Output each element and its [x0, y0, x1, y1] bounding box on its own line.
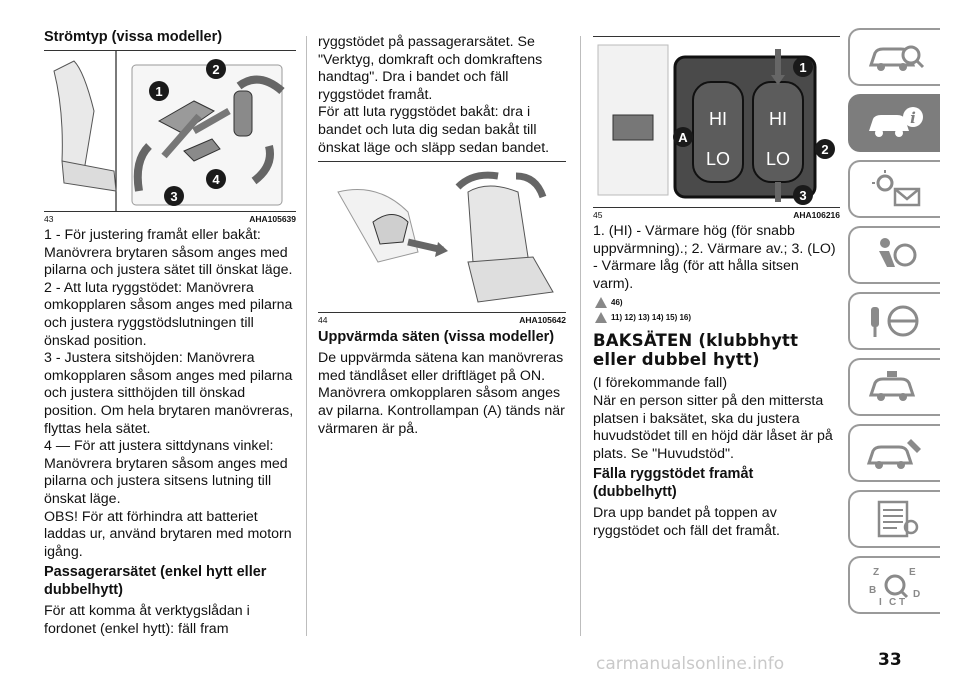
figure-45 — [593, 37, 840, 207]
figure-44 — [318, 162, 566, 312]
warning-reference — [595, 297, 840, 308]
paragraph: 3 - Justera sitshöjden: Manövrera omkopplaren såsom anges med pilarna och justera sitthöjden till önskad position. Om hela brytaren manövreras, flyttas hela sätet. — [44, 350, 294, 437]
chapter-tabs — [848, 28, 940, 622]
column-divider — [306, 36, 307, 636]
car-magnifier-icon — [865, 37, 925, 77]
warning-ref-text: 46) — [611, 298, 623, 308]
figure-number: 45 — [593, 210, 603, 220]
tab-warning-lights[interactable] — [848, 160, 940, 218]
tab-index[interactable] — [848, 556, 940, 614]
callout-4: 4 — [212, 172, 220, 187]
paragraph: 1 - För justering framåt eller bakåt: Manövrera brytaren såsom anges med pilarna och justera sätet till önskat läge. — [44, 227, 293, 279]
column-3 — [593, 36, 840, 541]
tab-knowing-the-car[interactable] — [848, 94, 940, 152]
car-emergency-icon — [865, 367, 925, 407]
paragraph: ryggstödet på passagerarsätet. Se "Verktyg, domkraft och domkraftens handtag". Dra i bandet och fäll ryggstödet framåt. — [318, 34, 543, 103]
paragraph: Dra upp bandet på toppen av ryggstödet och fäll det framåt. — [593, 505, 780, 539]
specifications-list-icon — [865, 499, 925, 539]
hi-label-right: HI — [769, 109, 787, 129]
column-1 — [44, 28, 296, 638]
figure-number: 44 — [318, 315, 328, 326]
tab-starting-driving[interactable] — [848, 292, 940, 350]
column-2 — [318, 34, 566, 438]
figure-code: AHA105639 — [249, 214, 296, 224]
figure-43 — [44, 51, 296, 211]
watermark-text: carmanualsonline.info — [596, 654, 785, 674]
paragraph: För att komma åt verktygslådan i fordonet (enkel hytt): fäll fram — [44, 603, 250, 637]
paragraph: För att luta ryggstödet bakåt: dra i bandet och luta dig sedan bakåt till önskat läge och släpp sedan bandet. — [318, 104, 550, 156]
lo-label-right: LO — [765, 149, 791, 169]
airbag-person-icon — [865, 235, 925, 275]
figure-code: AHA106216 — [793, 210, 840, 220]
car-info-icon — [865, 103, 925, 143]
section-heading-power-seat: Strömtyp (vissa modeller) — [44, 29, 223, 45]
caution-triangle-icon — [595, 312, 607, 323]
figure-caption — [593, 210, 840, 221]
car-wrench-icon — [865, 433, 925, 473]
figure-number: 43 — [44, 214, 54, 224]
caution-reference — [595, 312, 840, 323]
section-heading-fold-seatback: Fälla ryggstödet framåt (dubbelhytt) — [593, 466, 754, 501]
svg-text:i: i — [910, 109, 916, 127]
svg-text:T: T — [899, 597, 906, 607]
heated-seat-switch-illustration — [593, 37, 840, 207]
alphabetical-index-icon — [865, 563, 925, 607]
callout-3: 3 — [799, 188, 807, 203]
svg-text:I: I — [879, 597, 882, 607]
figure-caption — [318, 315, 566, 326]
section-heading-heated-seats: Uppvärmda säten (vissa modeller) — [318, 329, 555, 346]
column-divider — [580, 36, 581, 636]
paragraph: 2 - Att luta ryggstödet: Manövrera omkopplaren såsom anges med pilarna och justera ryggstödslutningen till önskad position. — [44, 279, 293, 349]
tab-maintenance[interactable] — [848, 424, 940, 482]
paragraph: 1. (HI) - Värmare hög (för snabb uppvärmning).; 2. Värmare av.; 3. (LO) - Värmare låg (för att hålla sitsen varm). — [593, 223, 836, 292]
warning-triangle-icon — [595, 297, 607, 308]
lo-label-left: LO — [705, 149, 731, 169]
svg-text:Z: Z — [873, 567, 880, 578]
callout-A: A — [678, 130, 688, 145]
svg-text:B: B — [869, 585, 877, 596]
paragraph: 4 — För att justera sittdynans vinkel: Manövrera brytaren såsom anges med pilarna och justera sitsens lutning till önskat läge. — [44, 438, 288, 507]
page-number: 33 — [878, 650, 902, 670]
figure-code: AHA105642 — [519, 315, 566, 326]
tab-getting-to-know-car[interactable] — [848, 28, 940, 86]
svg-text:C: C — [889, 597, 897, 607]
figure-caption — [44, 214, 296, 225]
warning-light-message-icon — [865, 169, 925, 209]
figure-rule — [44, 211, 296, 212]
callout-3: 3 — [170, 189, 178, 204]
callout-2: 2 — [821, 142, 829, 157]
figure-rule — [593, 207, 840, 208]
note-text: (I förekommande fall) — [593, 375, 728, 392]
caution-ref-text: 11) 12) 13) 14) 15) 16) — [611, 313, 692, 323]
tab-technical-data[interactable] — [848, 490, 940, 548]
svg-text:E: E — [909, 567, 916, 578]
hi-label-left: HI — [709, 109, 727, 129]
seatback-fold-illustration — [318, 162, 566, 312]
callout-1: 1 — [155, 84, 163, 99]
paragraph: De uppvärmda sätena kan manövreras med tändlåset eller driftläget på ON. Manövrera omkopplaren såsom anges av pilarna. Kontrollampan (A) tänds när värmaren är på. — [318, 350, 565, 437]
chapter-heading-rear-seats: BAKSÄTEN (klubbhytt eller dubbel hytt) — [593, 331, 799, 370]
section-heading-passenger-seat: Passagerarsätet (enkel hytt eller dubbelhytt) — [44, 564, 267, 599]
svg-text:D: D — [913, 589, 921, 600]
key-steering-wheel-icon — [865, 301, 925, 341]
callout-2: 2 — [212, 62, 220, 77]
figure-rule — [318, 312, 566, 313]
power-seat-illustration — [44, 51, 296, 211]
tab-safety[interactable] — [848, 226, 940, 284]
paragraph: OBS! För att förhindra att batteriet laddas ur, använd brytaren med motorn igång. — [44, 508, 292, 560]
tab-emergency[interactable] — [848, 358, 940, 416]
callout-1: 1 — [799, 60, 807, 75]
paragraph: När en person sitter på den mittersta platsen i baksätet, ska du justera huvudstödet till en höjd där låset är på plats. Se "Huvudstöd". — [593, 392, 833, 462]
